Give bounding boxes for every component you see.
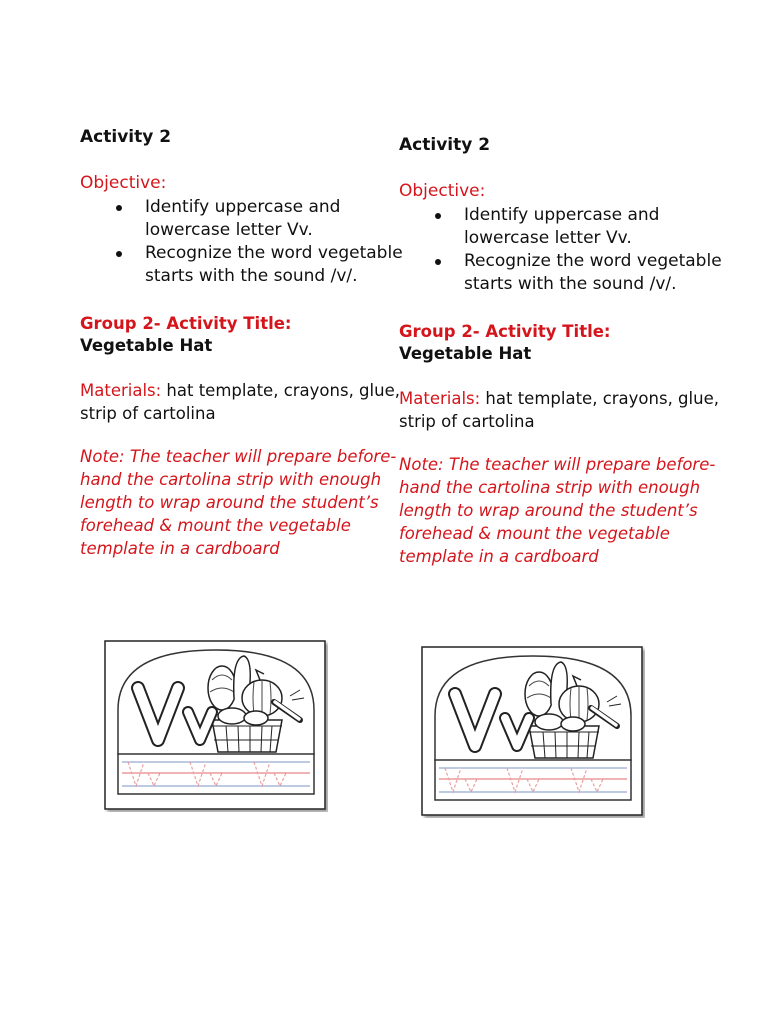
- objective-list: [80, 196, 410, 288]
- objective-label: Objective:: [80, 173, 167, 193]
- group-activity-title: Group 2- Activity Title:: [80, 314, 292, 333]
- objective-item: Recognize the word vegetable starts with the sound /v/.: [145, 242, 410, 288]
- group-activity-title: Group 2- Activity Title:: [399, 322, 611, 341]
- materials-label: Materials:: [80, 381, 162, 400]
- objective-item: Identify uppercase and lowercase letter Vv.: [145, 196, 410, 242]
- activity-name: Vegetable Hat: [399, 344, 532, 363]
- materials: [80, 379, 410, 425]
- vegetable-hat-template-image: [421, 646, 645, 818]
- vegetable-hat-template-image: [104, 640, 328, 812]
- objective-label: Objective:: [399, 181, 486, 201]
- teacher-note: Note: The teacher will prepare before-hand the cartolina strip with enough length to wrap around the student’s forehead & mount the vegetable template in a cardboard: [399, 455, 716, 566]
- activity-column-left: [80, 124, 410, 560]
- teacher-note: Note: The teacher will prepare before-hand the cartolina strip with enough length to wrap around the student’s forehead & mount the vegetable template in a cardboard: [80, 447, 397, 558]
- activity-column-right: [399, 132, 729, 568]
- objective-item: Recognize the word vegetable starts with the sound /v/.: [464, 250, 729, 296]
- objective-list: [399, 204, 729, 296]
- objective-item: Identify uppercase and lowercase letter Vv.: [464, 204, 729, 250]
- activity-name: Vegetable Hat: [80, 336, 213, 355]
- materials-text: hat template, crayons, glue, strip of cartolina: [80, 381, 400, 423]
- materials-label: Materials:: [399, 389, 481, 408]
- materials: [399, 387, 729, 433]
- materials-text: hat template, crayons, glue, strip of cartolina: [399, 389, 719, 431]
- activity-title: Activity 2: [399, 135, 491, 155]
- activity-title: Activity 2: [80, 127, 172, 147]
